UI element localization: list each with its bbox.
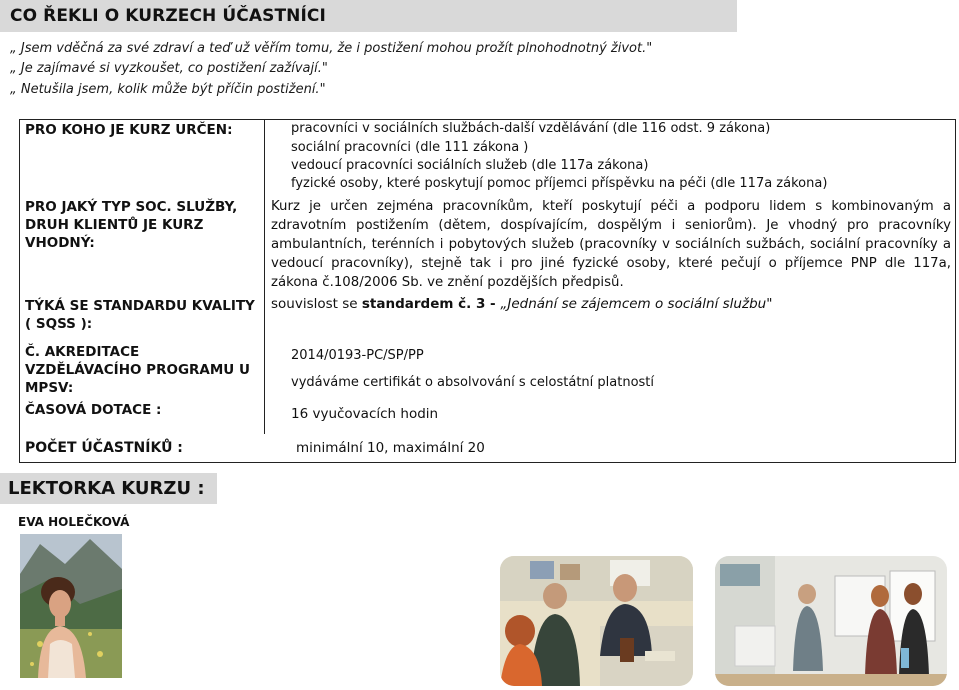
course-photo-group-discussion bbox=[500, 556, 693, 686]
time-allocation-label: ČASOVÁ DOTACE : bbox=[25, 402, 162, 418]
time-allocation-value: 16 vyučovacích hodin bbox=[291, 406, 439, 422]
accreditation-number: 2014/0193-PC/SP/PP bbox=[291, 348, 424, 363]
target-group-line: pracovníci v sociálních službách-další vzdělávání (dle 116 odst. 9 zákona) bbox=[291, 121, 771, 136]
lecturer-photo bbox=[20, 534, 122, 678]
lecturer-heading: LEKTORKA KURZU : bbox=[8, 478, 205, 499]
course-photo-presentation bbox=[715, 556, 947, 686]
service-type-text: Kurz je určen zejména pracovníkům, kteří poskytují péči a podporu lidem s kombinovaným a zdravotním postižením (dětem, dospívajícím, dospělým i seniorům). Je vhodný pro pracovníky ambulantních, terénních i pobytových služeb (pracovníky v sociálních sužbách, sociální pracovníky a vedoucí pracovníky), stejně tak i pro jiné fyzické osoby, které pečují o příjemce PNP dle 117a, zákona č.108/2006 Sb. ve znění pozdějších předpisů. bbox=[271, 199, 951, 290]
participants-value: minimální 10, maximální 20 bbox=[296, 440, 485, 456]
target-group-line: sociální pracovníci (dle 111 zákona ) bbox=[291, 140, 529, 155]
service-type-label: PRO JAKÝ TYP SOC. SLUŽBY, DRUH KLIENTŮ JE KURZ VHODNÝ: bbox=[25, 199, 238, 251]
accreditation-label: Č. AKREDITACE VZDĚLÁVACÍHO PROGRAMU U MPSV: bbox=[25, 344, 250, 396]
participant-quote: „ Netušila jsem, kolik může být příčin postižení." bbox=[10, 82, 326, 97]
quality-standard-text: souvislost se standardem č. 3 - „Jednání se zájemcem o sociální službu" bbox=[271, 296, 773, 312]
participant-quote: „ Je zajímavé si vyzkoušet, co postižení zažívají." bbox=[10, 61, 328, 76]
target-group-line: fyzické osoby, které poskytují pomoc příjemci příspěvku na péči (dle 117a zákona) bbox=[291, 176, 828, 191]
certificate-text: vydáváme certifikát o absolvování s celostátní platností bbox=[291, 375, 655, 390]
column-divider bbox=[264, 120, 265, 434]
participant-quote: „ Jsem vděčná za své zdraví a teď už věřím tomu, že i postižení mohou prožít plnohodnotný život." bbox=[10, 41, 653, 56]
quality-standard-label: TÝKÁ SE STANDARDU KVALITY ( SQSS ): bbox=[25, 298, 255, 332]
section-title: CO ŘEKLI O KURZECH ÚČASTNÍCI bbox=[10, 6, 326, 26]
participants-label: POČET ÚČASTNÍKŮ : bbox=[25, 440, 183, 456]
target-group-label: PRO KOHO JE KURZ URČEN: bbox=[25, 122, 233, 138]
target-group-line: vedoucí pracovníci sociálních služeb (dle 117a zákona) bbox=[291, 158, 649, 173]
lecturer-name: EVA HOLEČKOVÁ bbox=[18, 515, 130, 529]
